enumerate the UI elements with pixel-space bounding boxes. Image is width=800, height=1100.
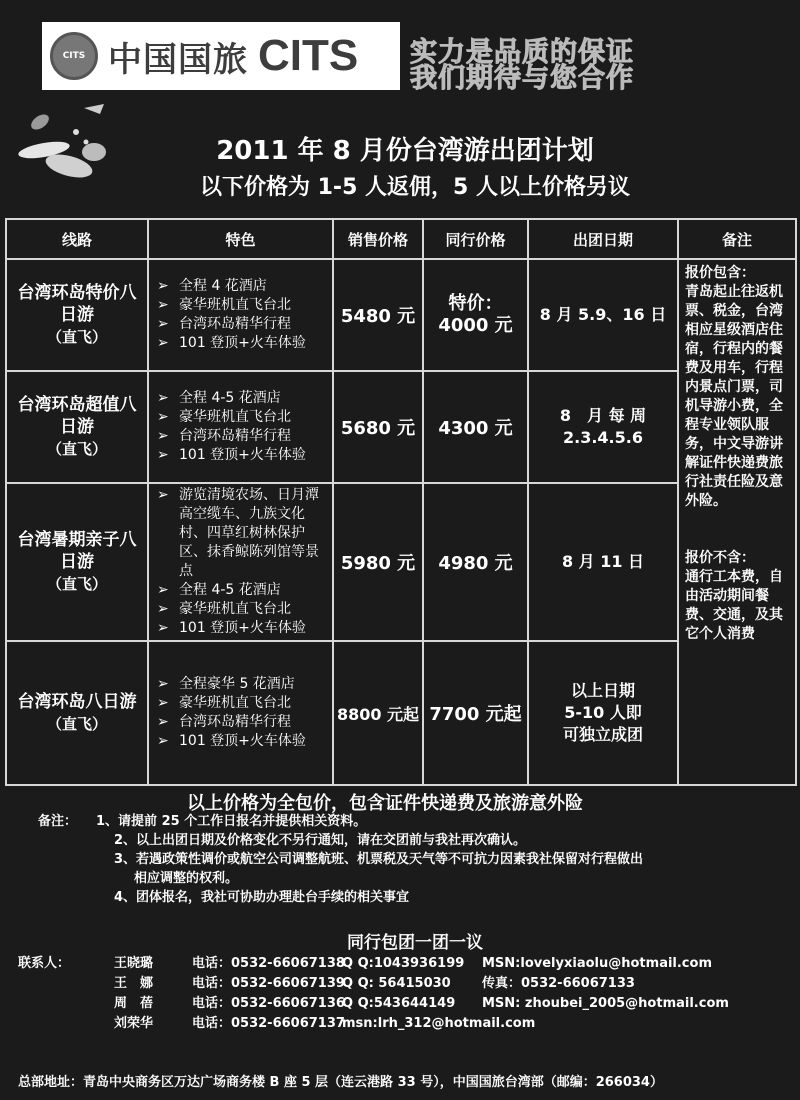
feature-text: 101 登顶+火车体验 <box>179 733 306 749</box>
sale-price: 5480 元 <box>333 259 423 371</box>
header-route: 线路 <box>6 219 148 259</box>
list-item <box>157 277 328 296</box>
arrow-bullet-icon: ➢ <box>157 487 169 503</box>
route-cell <box>6 641 148 785</box>
list-item <box>157 713 328 732</box>
feature-text: 台湾环岛精华行程 <box>179 428 291 444</box>
list-item <box>157 581 328 600</box>
contact-name: 周 蓓 <box>114 996 154 1011</box>
list-item <box>18 954 798 974</box>
sale-price: 5980 元 <box>333 483 423 641</box>
departure-dates: 8 月 5.9、16 日 <box>528 259 678 371</box>
tour-plan-table <box>5 218 797 786</box>
header-sale-price: 销售价格 <box>333 219 423 259</box>
contact-name: 王 娜 <box>114 976 154 991</box>
page-subtitle: 以下价格为 1-5 人返佣，5 人以上价格另议 <box>199 175 631 200</box>
arrow-bullet-icon: ➢ <box>157 428 169 444</box>
contacts-section <box>18 954 798 1034</box>
table-row <box>6 483 796 641</box>
slogan-line-2: 我们期待与您合作 <box>410 63 634 94</box>
list-item <box>157 408 328 427</box>
sale-price: 8800 元起 <box>333 641 423 785</box>
slogan-line-1: 实力是品质的保证 <box>410 37 634 68</box>
route-direct: （直飞） <box>46 328 107 346</box>
sale-price: 5680 元 <box>333 371 423 483</box>
feature-text: 豪华班机直飞台北 <box>179 601 291 617</box>
remark-included: 报价包含： 青岛起止往返机票、税金，台湾相应星级酒店住宿，行程内的餐费及用车，行程内景点门票，司机导游小费，全程专业领队服务，中文导游讲解证件快递费旅行社责任险及意外险。 <box>685 265 783 509</box>
list-item <box>157 694 328 713</box>
peer-price: 特价： 4000 元 <box>423 259 528 371</box>
arrow-bullet-icon: ➢ <box>157 733 169 749</box>
all-inclusive-note: 以上价格为全包价，包含证件快递费及旅游意外险 <box>187 793 583 814</box>
list-item <box>157 427 328 446</box>
route-cell <box>6 371 148 483</box>
contact-qq: Q Q:1043936199 <box>342 956 465 971</box>
arrow-bullet-icon: ➢ <box>157 316 169 332</box>
header-dates: 出团日期 <box>528 219 678 259</box>
table-row <box>6 641 796 785</box>
list-item <box>18 1014 798 1034</box>
contact-phone: 电话：0532-66067136 <box>192 996 345 1011</box>
route-name: 台湾环岛特价八日游 <box>17 283 137 325</box>
route-cell <box>6 259 148 371</box>
contact-name: 刘荣华 <box>114 1016 154 1031</box>
arrow-bullet-icon: ➢ <box>157 409 169 425</box>
features-cell <box>148 259 333 371</box>
arrow-bullet-icon: ➢ <box>157 676 169 692</box>
feature-text: 台湾环岛精华行程 <box>179 316 291 332</box>
arrow-bullet-icon: ➢ <box>157 582 169 598</box>
route-name: 台湾暑期亲子八日游 <box>17 530 137 572</box>
feature-text: 101 登顶+火车体验 <box>179 335 306 351</box>
list-item <box>157 296 328 315</box>
contact-qq: Q Q: 56415030 <box>342 976 451 991</box>
table-header-row <box>6 219 796 259</box>
peer-price: 4300 元 <box>423 371 528 483</box>
list-item <box>157 675 328 694</box>
route-name: 台湾环岛超值八日游 <box>17 395 137 437</box>
list-item: 4、团体报名，我社可协助办理赴台手续的相关事宜 <box>114 890 410 905</box>
list-item <box>157 389 328 408</box>
list-item <box>18 974 798 994</box>
contact-name: 王晓璐 <box>114 956 154 971</box>
departure-dates: 8 月 11 日 <box>528 483 678 641</box>
notes-section <box>38 812 798 907</box>
route-direct: （直飞） <box>46 575 107 593</box>
cits-logo <box>42 22 400 90</box>
list-item <box>157 446 328 465</box>
contact-phone: 电话：0532-66067138 <box>192 956 345 971</box>
arrow-bullet-icon: ➢ <box>157 695 169 711</box>
table-row <box>6 371 796 483</box>
arrow-bullet-icon: ➢ <box>157 620 169 636</box>
list-item <box>18 994 798 1014</box>
logo-chinese-name: 中国国旅 <box>108 39 248 80</box>
list-item <box>157 486 328 581</box>
contact-phone: 电话：0532-66067137 <box>192 1016 345 1031</box>
contact-extra: MSN:lovelyxiaolu@hotmail.com <box>482 956 712 971</box>
feature-text: 101 登顶+火车体验 <box>179 620 306 636</box>
feature-text: 台湾环岛精华行程 <box>179 714 291 730</box>
arrow-bullet-icon: ➢ <box>157 601 169 617</box>
list-item <box>157 334 328 353</box>
header-features: 特色 <box>148 219 333 259</box>
arrow-bullet-icon: ➢ <box>157 278 169 294</box>
list-item: 3、若遇政策性调价或航空公司调整航班、机票税及天气等不可抗力因素我社保留对行程做出 <box>114 852 644 867</box>
list-item: 2、以上出团日期及价格变化不另行通知，请在交团前与我社再次确认。 <box>114 833 527 848</box>
departure-dates: 以上日期 5-10 人即 可独立成团 <box>528 641 678 785</box>
remarks-cell <box>678 259 796 785</box>
header-peer-price: 同行价格 <box>423 219 528 259</box>
table-row <box>6 259 796 371</box>
departure-dates: 8 月 每 周 2.3.4.5.6 <box>528 371 678 483</box>
arrow-bullet-icon: ➢ <box>157 335 169 351</box>
contact-extra: 传真：0532-66067133 <box>482 976 635 991</box>
header-remarks: 备注 <box>678 219 796 259</box>
feature-text: 全程豪华 5 花酒店 <box>179 676 295 692</box>
features-cell <box>148 371 333 483</box>
team-policy: 同行包团一团一议 <box>347 933 483 953</box>
route-cell <box>6 483 148 641</box>
contact-qq: Q Q:543644149 <box>342 996 456 1011</box>
remark-excluded: 报价不含： 通行工本费，自由活动期间餐费、交通，及其它个人消费 <box>685 550 783 642</box>
feature-text: 游览清境农场、日月潭高空缆车、九族文化村、四草红树林保护区、抹香鲸陈列馆等景点 <box>179 487 319 579</box>
feature-text: 全程 4-5 花酒店 <box>179 390 281 406</box>
note-text: 1、请提前 25 个工作日报名并提供相关资料。 <box>96 814 367 829</box>
list-item <box>157 600 328 619</box>
logo-english-name: CITS <box>258 31 359 80</box>
feature-text: 豪华班机直飞台北 <box>179 695 291 711</box>
arrow-bullet-icon: ➢ <box>157 297 169 313</box>
arrow-bullet-icon: ➢ <box>157 390 169 406</box>
route-direct: （直飞） <box>46 440 107 458</box>
list-item: 相应调整的权利。 <box>134 871 239 886</box>
contact-phone: 电话：0532-66067139 <box>192 976 345 991</box>
globe-logo-icon <box>50 32 98 80</box>
list-item <box>38 812 798 831</box>
list-item <box>157 619 328 638</box>
route-name: 台湾环岛八日游 <box>17 692 137 712</box>
features-cell <box>148 641 333 785</box>
list-item <box>157 315 328 334</box>
hq-address: 总部地址：青岛中央商务区万达广场商务楼 B 座 5 层（连云港路 33 号），中国国旅台湾部（邮编：266034） <box>18 1075 663 1090</box>
page-title: 2011 年 8 月份台湾游出团计划 <box>216 136 594 166</box>
feature-text: 101 登顶+火车体验 <box>179 447 306 463</box>
arrow-bullet-icon: ➢ <box>157 714 169 730</box>
route-direct: （直飞） <box>46 715 107 733</box>
contacts-label: 联系人： <box>18 956 71 971</box>
globe-logo-text: CITS <box>62 51 86 61</box>
feature-text: 豪华班机直飞台北 <box>179 297 291 313</box>
arrow-bullet-icon: ➢ <box>157 447 169 463</box>
feature-text: 豪华班机直飞台北 <box>179 409 291 425</box>
contact-extra: MSN: zhoubei_2005@hotmail.com <box>482 996 729 1011</box>
peer-price: 4980 元 <box>423 483 528 641</box>
feature-text: 全程 4-5 花酒店 <box>179 582 281 598</box>
contact-qq: msn:lrh_312@hotmail.com <box>342 1016 536 1031</box>
list-item <box>157 732 328 751</box>
feature-text: 全程 4 花酒店 <box>179 278 267 294</box>
peer-price: 7700 元起 <box>423 641 528 785</box>
notes-label: 备注： <box>38 814 78 829</box>
features-cell <box>148 483 333 641</box>
